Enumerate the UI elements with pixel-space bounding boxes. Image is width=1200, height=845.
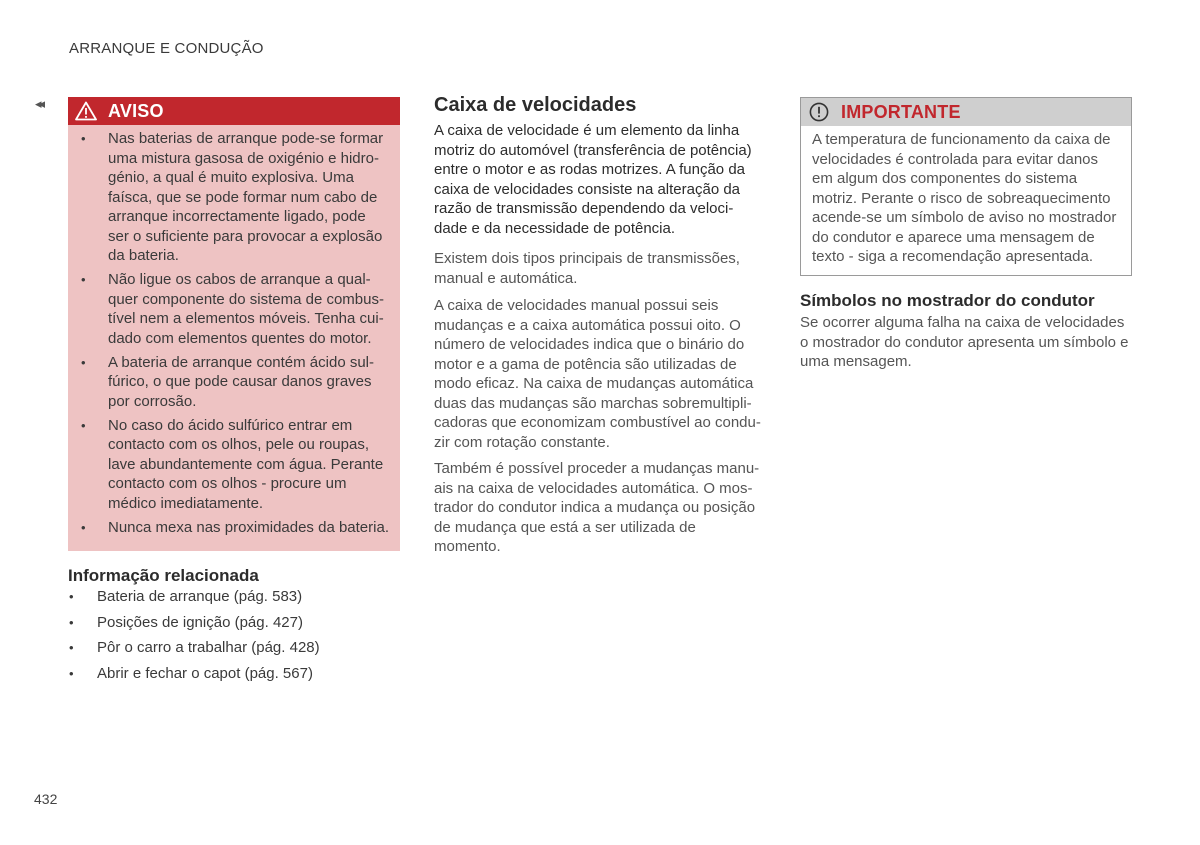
text-line: A temperatura de funcionamento da caixa de	[812, 131, 1111, 148]
related-link-item[interactable]	[68, 664, 320, 690]
bullet-icon: •	[81, 417, 86, 433]
important-title: IMPORTANTE	[841, 101, 961, 122]
text-line: cadoras que economizam combustível ao condu-	[434, 414, 761, 431]
warning-box	[68, 97, 400, 551]
text-line: fúrico, o que pode causar danos graves	[108, 373, 372, 390]
text-line: A caixa de velocidades manual possui seis	[434, 297, 719, 314]
text-line: número de velocidades indica que o binário do	[434, 336, 745, 353]
warning-item	[68, 416, 400, 514]
body-paragraph-1	[434, 249, 740, 288]
text-line: caixa de velocidades consiste na alteração da	[434, 180, 741, 198]
text-line: acende-se um símbolo de aviso no mostrador	[812, 209, 1117, 226]
related-info-list	[68, 587, 320, 689]
bullet-icon: •	[69, 589, 74, 604]
related-info-heading: Informação relacionada	[68, 566, 259, 585]
text-line: A bateria de arranque contém ácido sul-	[108, 353, 374, 371]
bullet-icon: •	[81, 131, 86, 146]
text-line: arranque incorrectamente ligado, pode	[108, 208, 366, 225]
text-line: de mudança que está a ser utilizada de	[434, 518, 696, 536]
text-line: Existem dois tipos principais de transmissões,	[434, 250, 740, 267]
intro-paragraph	[434, 121, 752, 238]
bullet-icon: •	[81, 272, 86, 287]
text-line: o mostrador do condutor apresenta um símbolo e	[800, 333, 1129, 351]
text-line: momento.	[434, 538, 501, 555]
bullet-icon: •	[69, 614, 74, 630]
body-paragraph-3	[434, 459, 759, 557]
text-line: dade e da necessidade de potência.	[434, 219, 676, 237]
related-link[interactable]: Abrir e fechar o capot (pág. 567)	[97, 664, 313, 682]
important-text	[812, 130, 1116, 267]
text-line: texto - siga a recomendação apresentada.	[812, 248, 1094, 265]
running-header: ARRANQUE E CONDUÇÃO	[69, 40, 264, 57]
related-link-item[interactable]	[68, 613, 320, 639]
warning-item	[68, 129, 400, 266]
bullet-icon: •	[69, 640, 74, 655]
text-line: manual e automática.	[434, 269, 578, 287]
symbols-heading: Símbolos no mostrador do condutor	[800, 291, 1095, 310]
text-line: Nas baterias de arranque pode-se formar	[108, 130, 384, 147]
related-link[interactable]: Bateria de arranque (pág. 583)	[97, 588, 303, 605]
text-line: faísca, que se pode formar num cabo de	[108, 188, 378, 206]
important-header	[801, 98, 1131, 126]
related-link-item[interactable]	[68, 638, 320, 664]
text-line: em algum dos componentes do sistema	[812, 170, 1078, 187]
text-line: médico imediatamente.	[108, 494, 264, 512]
text-line: mudanças e a caixa automática possui oito. O	[434, 316, 741, 334]
text-line: lave abundantemente com água. Perante	[108, 455, 384, 473]
text-line: zir com rotação constante.	[434, 433, 610, 451]
text-line: modo eficaz. Na caixa de mudanças automática	[434, 375, 754, 392]
warning-title: AVISO	[108, 100, 164, 121]
text-line: trador do condutor indica a mudança ou posição	[434, 499, 756, 516]
text-line: motor e a gama de potência são utilizadas de	[434, 355, 737, 373]
text-line: No caso do ácido sulfúrico entrar em	[108, 416, 353, 434]
text-line: uma mensagem.	[800, 353, 912, 370]
text-line: por corrosão.	[108, 392, 197, 410]
symbols-text	[800, 313, 1129, 372]
text-line: génio, a qual é muito explosiva. Uma	[108, 169, 354, 186]
related-link[interactable]: Posições de ignição (pág. 427)	[97, 613, 303, 631]
text-line: motriz. Perante o risco de sobreaquecimento	[812, 189, 1111, 207]
text-line: duas das mudanças são marchas sobremultipli-	[434, 394, 752, 412]
text-line: Se ocorrer alguma falha na caixa de velocidades	[800, 314, 1125, 331]
bullet-icon: •	[81, 519, 86, 535]
bullet-icon: •	[81, 354, 86, 370]
related-link-item[interactable]	[68, 587, 320, 613]
text-line: do condutor e aparece uma mensagem de	[812, 228, 1095, 246]
text-line: contacto com os olhos, pele ou roupas,	[108, 436, 369, 453]
text-line: contacto com os olhos - procure um	[108, 475, 347, 492]
text-line: ais na caixa de velocidades automática. O mos-	[434, 479, 753, 497]
text-line: tível nem a elementos móveis. Tenha cui-	[108, 310, 384, 327]
exclamation-circle-icon	[809, 102, 829, 122]
warning-item	[68, 518, 400, 538]
warning-item	[68, 270, 400, 348]
text-line: da bateria.	[108, 247, 179, 264]
text-line: A caixa de velocidade é um elemento da linha	[434, 122, 740, 139]
previous-section-marker-icon: ◂◂	[35, 96, 43, 111]
text-line: uma mistura gasosa de oxigénio e hidro-	[108, 149, 379, 167]
warning-triangle-icon	[75, 101, 97, 121]
text-line: dado com elementos quentes do motor.	[108, 329, 372, 347]
warning-item	[68, 353, 400, 412]
body-paragraph-2	[434, 296, 761, 452]
text-line: Não ligue os cabos de arranque a qual-	[108, 271, 371, 288]
text-line: velocidades é controlada para evitar danos	[812, 150, 1099, 168]
section-title: Caixa de velocidades	[434, 94, 637, 116]
bullet-icon: •	[69, 665, 74, 681]
warning-header	[68, 97, 400, 125]
important-box	[800, 97, 1132, 276]
text-line: Nunca mexa nas proximidades da bateria.	[108, 518, 389, 536]
text-line: razão de transmissão dependendo da veloci-	[434, 200, 734, 217]
page-number: 432	[34, 791, 58, 807]
text-line: quer componente do sistema de combus-	[108, 290, 384, 308]
related-link[interactable]: Pôr o carro a trabalhar (pág. 428)	[97, 639, 320, 656]
text-line: entre o motor e as rodas motrizes. A função da	[434, 161, 746, 178]
text-line: ser o suficiente para provocar a explosão	[108, 227, 383, 245]
text-line: Também é possível proceder a mudanças manu-	[434, 460, 760, 477]
text-line: motriz do automóvel (transferência de potência)	[434, 141, 752, 159]
warning-list	[68, 129, 400, 542]
